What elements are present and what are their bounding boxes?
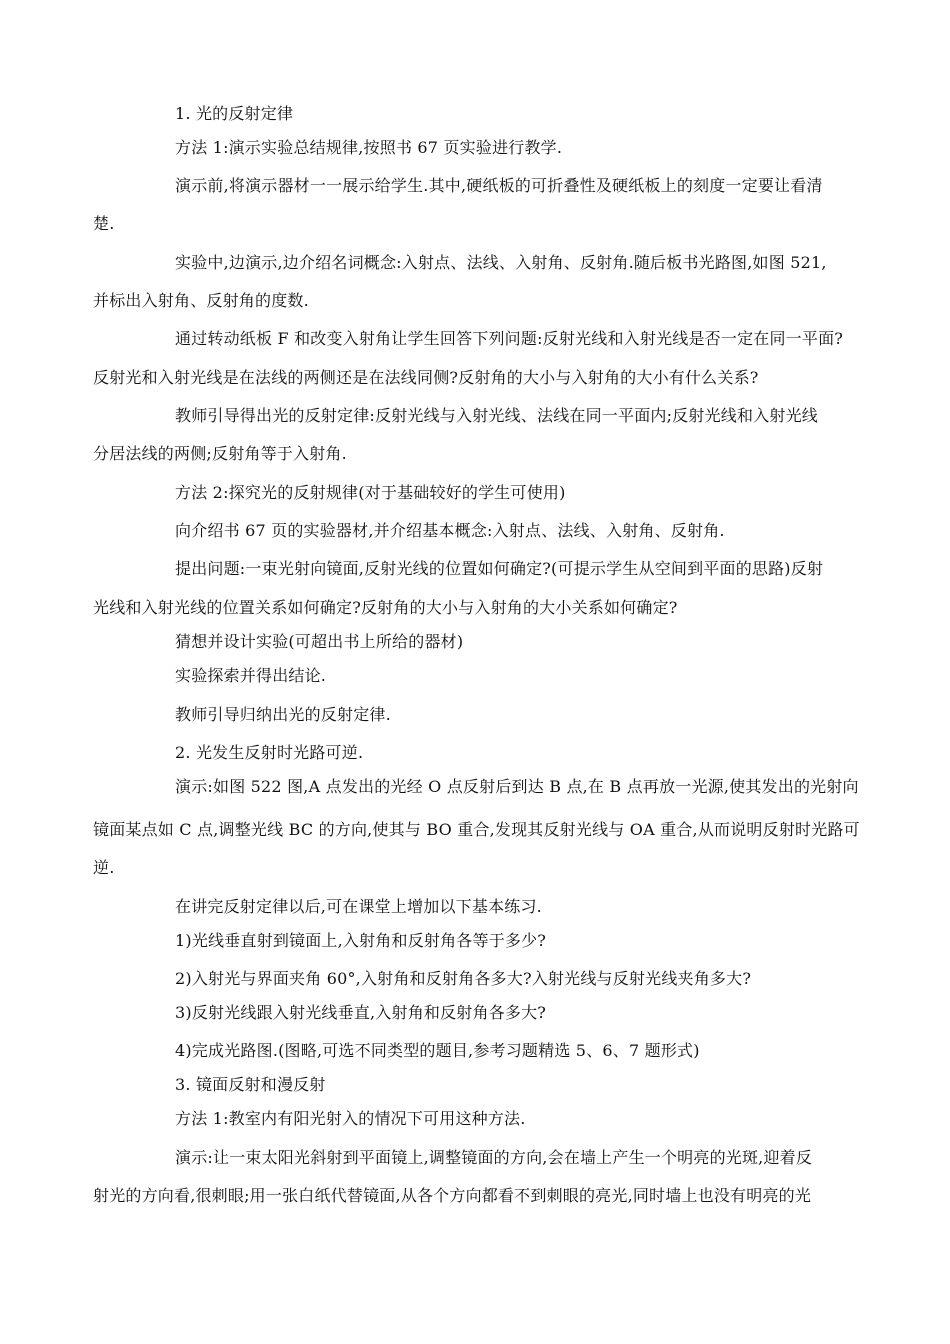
paragraph-line: 演示:如图 522 图,A 点发出的光经 O 点反射后到达 B 点,在 B 点再放一光源,使其发出的光射向 xyxy=(175,777,859,796)
paragraph-line: 实验中,边演示,边介绍名词概念:入射点、法线、入射角、反射角.随后板书光路图,如图 521, xyxy=(175,253,827,272)
paragraph-line: 方法 1:教室内有阳光射入的情况下可用这种方法. xyxy=(175,1109,526,1128)
heading-3: 3. 镜面反射和漫反射 xyxy=(175,1075,326,1094)
paragraph-line: 光线和入射光线的位置关系如何确定?反射角的大小与入射角的大小关系如何确定? xyxy=(93,598,678,617)
exercise-item: 4)完成光路图.(图略,可选不同类型的题目,参考习题精选 5、6、7 题形式) xyxy=(175,1041,700,1060)
paragraph-line: 反射光和入射光线是在法线的两侧还是在法线同侧?反射角的大小与入射角的大小有什么关系? xyxy=(93,368,759,387)
paragraph-line: 演示前,将演示器材一一展示给学生.其中,硬纸板的可折叠性及硬纸板上的刻度一定要让看清 xyxy=(175,176,823,195)
paragraph-line: 镜面某点如 C 点,调整光线 BC 的方向,使其与 BO 重合,发现其反射光线与 OA 重合,从而说明反射时光路可 xyxy=(93,820,860,839)
paragraph-line: 并标出入射角、反射角的度数. xyxy=(93,291,309,310)
exercise-item: 1)光线垂直射到镜面上,入射角和反射角各等于多少? xyxy=(175,931,547,950)
exercise-item: 3)反射光线跟入射光线垂直,入射角和反射角各多大? xyxy=(175,1003,547,1022)
paragraph-line: 通过转动纸板 F 和改变入射角让学生回答下列问题:反射光线和入射光线是否一定在同一平面? xyxy=(175,329,844,348)
heading-2: 2. 光发生反射时光路可逆. xyxy=(175,743,364,762)
paragraph-line: 方法 1:演示实验总结规律,按照书 67 页实验进行教学. xyxy=(175,138,563,157)
paragraph-line: 逆. xyxy=(93,858,115,877)
paragraph-line: 提出问题:一束光射向镜面,反射光线的位置如何确定?(可提示学生从空间到平面的思路)反射 xyxy=(175,559,824,578)
exercise-item: 2)入射光与界面夹角 60°,入射角和反射角各多大?入射光线与反射光线夹角多大? xyxy=(175,969,752,988)
paragraph-line: 射光的方向看,很刺眼;用一张白纸代替镜面,从各个方向都看不到刺眼的亮光,同时墙上也没有明亮的光 xyxy=(93,1186,812,1205)
paragraph-line: 猜想并设计实验(可超出书上所给的器材) xyxy=(175,632,464,651)
paragraph-line: 实验探索并得出结论. xyxy=(175,666,327,685)
paragraph-line: 楚. xyxy=(93,214,115,233)
paragraph-line: 方法 2:探究光的反射规律(对于基础较好的学生可使用) xyxy=(175,483,566,502)
paragraph-line: 分居法线的两侧;反射角等于入射角. xyxy=(93,444,347,463)
heading-1: 1. 光的反射定律 xyxy=(175,104,294,123)
paragraph-line: 向介绍书 67 页的实验器材,并介绍基本概念:入射点、法线、入射角、反射角. xyxy=(175,521,725,540)
paragraph-line: 在讲完反射定律以后,可在课堂上增加以下基本练习. xyxy=(175,897,542,916)
paragraph-line: 教师引导归纳出光的反射定律. xyxy=(175,705,391,724)
paragraph-line: 演示:让一束太阳光斜射到平面镜上,调整镜面的方向,会在墙上产生一个明亮的光斑,迎着反 xyxy=(175,1148,813,1167)
paragraph-line: 教师引导得出光的反射定律:反射光线与入射光线、法线在同一平面内;反射光线和入射光线 xyxy=(175,406,818,425)
